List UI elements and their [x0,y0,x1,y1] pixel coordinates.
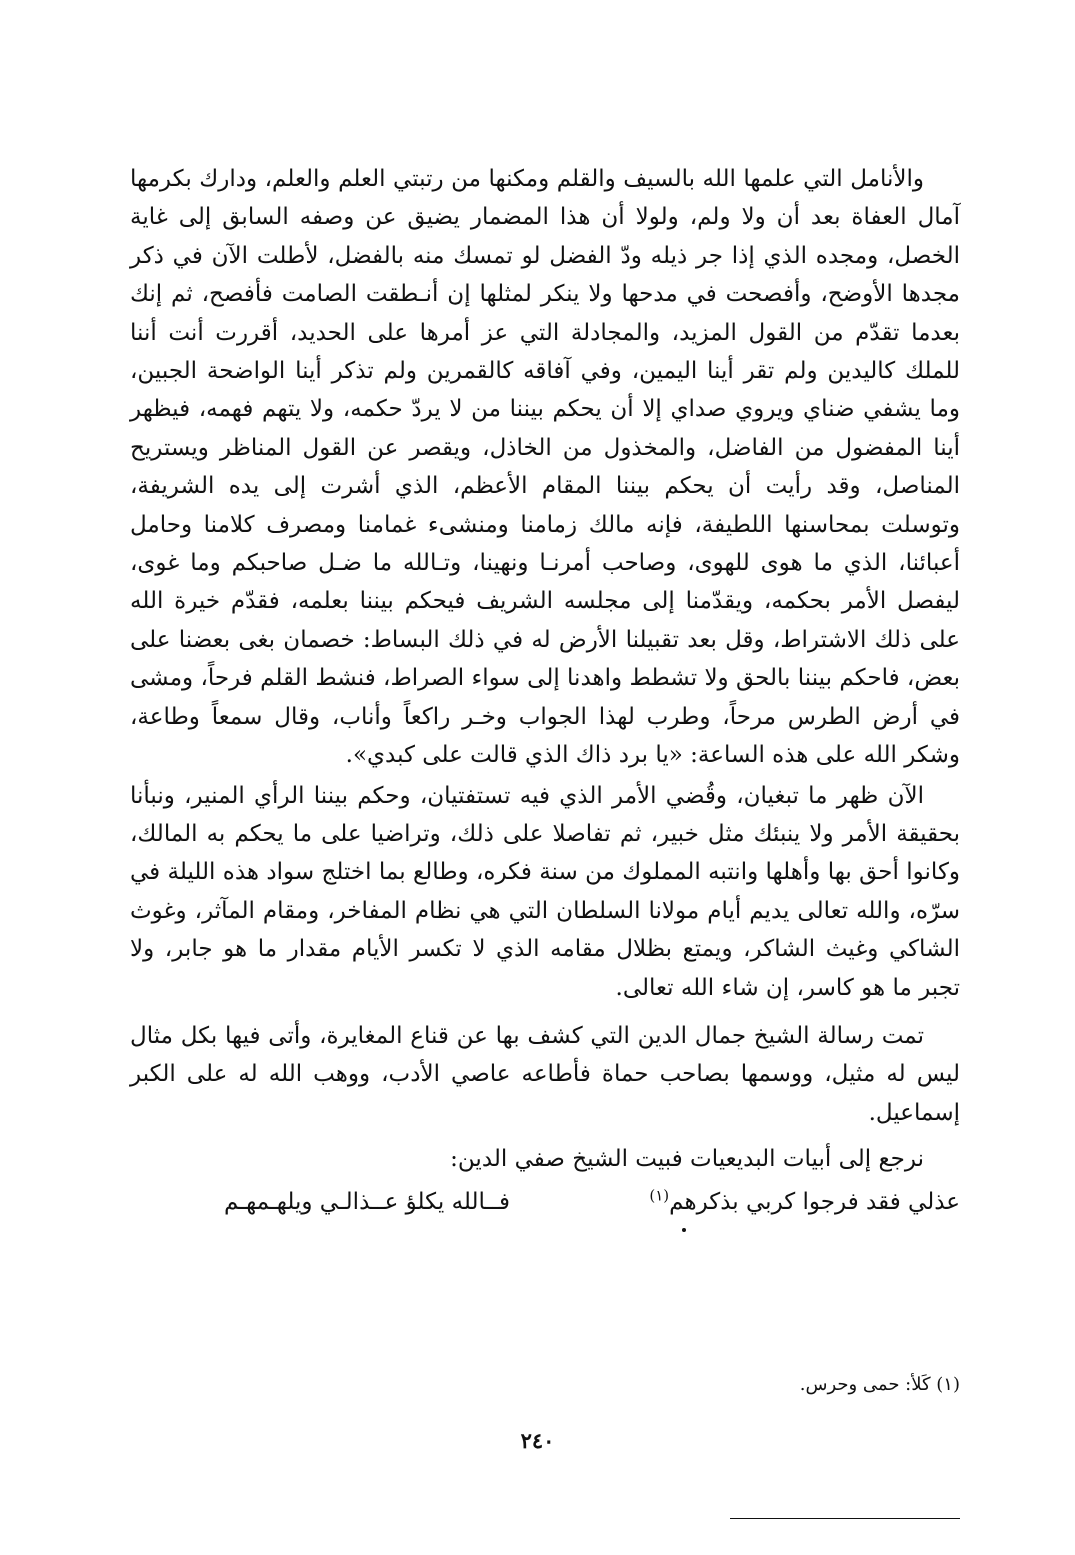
paragraph-2: الآن ظهر ما تبغيان، وقُضي الأمر الذي فيه تستفتيان، وحكم بيننا الرأي المنير، ونبأنا بحقيقة الأمر ولا ينبئك مثل خبير، ثم تفاصلا على ذلك، وتراضيا على ما يحكم به المالك، وكانوا أحق بها وأهلها وانتبه المملوك من سنة فكره، وطالع بما اختلج سواد هذه الليلة في سرّه، والله تعالى يديم أيام مولانا السلطان التي هي نظام المفاخر، ومقام المآثر، وغوث الشاكي وغيث الشاكر، ويمتع بظلال مقامه الذي لا تكسر الأيام مقدار ما هو جابر، ولا تجبر ما هو كاسر، إن شاء الله تعالى. [130,782,960,1001]
footnote-reference: (١) [649,1185,670,1204]
verse-first-text: عذلي فقد فرجوا كربي بذكرهم [669,1188,960,1215]
footnote-separator [730,1518,960,1519]
stray-dot [682,1228,686,1232]
verse-first-hemistich [590,1183,960,1221]
page-body [130,160,960,1227]
page-number: ٢٤٠ [520,1428,555,1453]
footnote: (١) كَلأ: حمى وحرس. [799,1374,960,1395]
paragraph-3: تمت رسالة الشيخ جمال الدين التي كشف بها عن قناع المغايرة، وأتى فيها بكل مثال ليس له مثيل، ووسمها بصاحب حماة فأطاعه عاصي الأدب، ووهب الله له على الكبر إسماعيل. [130,1022,960,1126]
paragraph-1: والأنامل التي علمها الله بالسيف والقلم ومكنها من رتبتي العلم والعلم، ودارك بكرمها آمال العفاة بعد أن ولا ولم، ولولا أن هذا المضمار يضيق عن وصفه السابق إلى غاية الخصل، ومجده الذي إذا جر ذيله ودّ الفضل لو تمسك منه بالفضل، لأطلت الآن في ذكر مجدها الأوضح، وأفصحت في مدحها ولا ينكر لمثلها إن أنـطقت الصامت فأفصح، ثم إنك بعدما تقدّم من القول المزيد، والمجادلة التي عز أمرها على الحديد، أقررت أنت أننا للملك كاليدين ولم تقر أينا اليمين، وفي آفاقه كالقمرين ولم تذكر أينا الواضحة الجبين، وما يشفي ضناي ويروي صداي إلا أن يحكم بيننا من لا يردّ حكمه، ولا يتهم فهمه، فيظهر أينا المفضول من الفاضل، والمخذول من الخاذل، ويقصر عن القول المناظر ويستريح المناصل، وقد رأيت أن يحكم بيننا المقام الأعظم، الذي أشرت إلى يده الشريفة، وتوسلت بمحاسنها اللطيفة، فإنه مالك زمامنا ومنشىء غمامنا ومصرف كلامنا وحامل أعبائنا، الذي ما هوى للهوى، وصاحب أمرنـا ونهينا، وتـالله ما ضـل صاحبكم وما غوى، ليفصل الأمر بحكمه، ويقدّمنا إلى مجلسه الشريف فيحكم بيننا بعلمه، فقدّم خيرة الله على ذلك الاشتراط، وقل بعد تقبيلنا الأرض له في ذلك البساط: خصمان بغى بعضنا على بعض، فاحكم بيننا بالحق ولا تشطط واهدنا إلى سواء الصراط، فنشط القلم فرحاً، ومشى في أرض الطرس مرحاً، وطرب لهذا الجواب وخـر راكعاً وأناب، وقال سمعاً وطاعة، وشكر الله على هذه الساعة: «يا برد ذاك الذي قالت على كبدي». [130,166,960,769]
poem-verse [130,1183,960,1227]
verse-second-hemistich: فــالله يكلؤ عــذالـي ويلهـمهـم [224,1188,510,1215]
paragraph-4: نرجع إلى أبيات البديعيات فبيت الشيخ صفي الدين: [450,1146,924,1173]
